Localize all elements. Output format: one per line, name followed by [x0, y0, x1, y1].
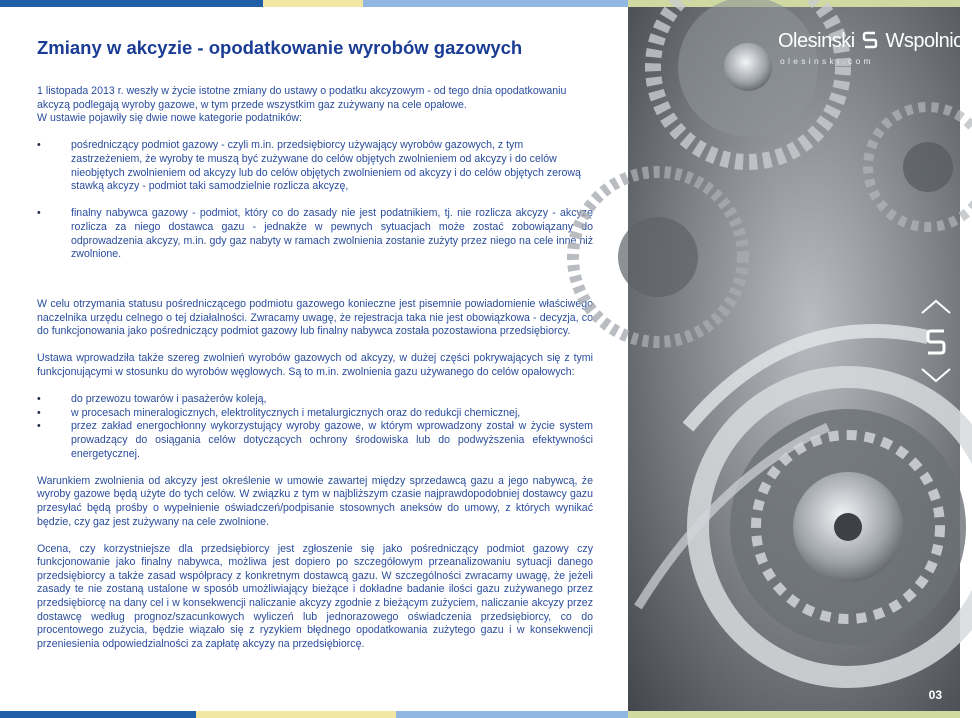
list-item: • w procesach mineralogicznych, elektrolitycznych i metalurgicznych oraz do redukcji chemicznej,: [37, 406, 521, 419]
chevron-up-icon[interactable]: [919, 296, 953, 318]
page-number: 03: [928, 688, 942, 702]
gears-illustration: [628, 7, 960, 711]
chevron-down-icon[interactable]: [919, 364, 953, 386]
list-item: • przez zakład energochłonny wykorzystujący wyroby gazowe, w którym wprowadzony został w życie system prowadzący do osiągania celów dotyczących ochrony środowiska lub do podwyższenia efektywności energetycznej.: [37, 420, 593, 460]
exemptions-paragraph: Ustawa wprowadziła także szereg zwolnień wyrobów gazowych od akcyzy, w dużej części pokrywających się z tymi funkcjonującymi w stosunku do wyrobów węglowych. Są to m.in. zwolnienia gazu używanego do celów opałowych:: [37, 352, 593, 378]
page-title: Zmiany w akcyzie - opodatkowanie wyrobów gazowych: [37, 37, 523, 58]
list-item: • do przewozu towarów i pasażerów koleją,: [37, 393, 267, 406]
condition-paragraph: Warunkiem zwolnienia od akcyzy jest określenie w umowie zawartej między sprzedawcą gazu a jego nabywcą, że wyroby gazowe będą użyte do tych celów. W związku z tym w najbliższym czasie najprawdopodobniej dostawcy gazu przesyłać będą prośby o wypełnienie oświadczeń/podpisanie stosownych aneksów do umowy, z których wynikać będzie, czy gaz jest zużywany na cele zwolnione.: [37, 474, 593, 528]
assessment-paragraph: Ocena, czy korzystniejsze dla przedsiębiorcy jest zgłoszenie się jako pośredniczący podmiot gazowy czy funkcjonowanie jako finalny nabywca, możliwa jest dopiero po szczegółowym przeanalizowaniu sytuacji danego przedsiębiorcy a także zasad współpracy z konkretnym dostawcą gazu. W szczególności zwracamy uwagę, że jeżeli zasady te nie zostaną ustalone w sposób umożliwiający bieżące i dokładne badanie ilości gazu zużywanego przez przedsiębiorcę na dany cel i w konsekwencji naliczanie akcyzy zgodnie z bieżącym zużyciem, naliczanie akcyzy przez dostawcę według prognoz/szacunkowych wyliczeń lub jednorazowego oświadczenia przedsiębiorcy, co do procentowego zużycia, będzie wiązało się z ryzykiem błędnego opodatkowania zużytego gazu i w konsekwencji przeniesienia odpowiedzialności za zapłatę akcyzy na przedsiębiorcę.: [37, 542, 593, 650]
intro-paragraph: 1 listopada 2013 r. weszły w życie istotne zmiany do ustawy o podatku akcyzowym - od tego dnia opodatkowaniu akcyzą podlegają wyroby gazowe, w tym przede wszystkim gaz zużywany na cele opałowe.: [37, 85, 567, 111]
bullet-icon: •: [37, 393, 41, 406]
article-body-2: [37, 298, 593, 651]
intro-categories-lead: W ustawie pojawiły się dwie nowe kategorie podatników:: [37, 112, 302, 125]
bullet-icon: •: [37, 139, 41, 152]
list-item: • pośredniczący podmiot gazowy - czyli m.in. przedsiębiorcy używający wyrobów gazowych, z tym zastrzeżeniem, że wyroby te muszą być zużywane do celów objętych zwolnieniem od akcyzy i do celów nieobjętych zwolnieniem od akcyzy lub do celów objętych zwolnieniem od akcyzy i do celów objętych zerową stawką akcyzy - podmiot taki samodzielnie rozlicza akcyzę,: [37, 139, 581, 193]
mechanism-photo: [628, 7, 960, 711]
list-item: • finalny nabywca gazowy - podmiot, który co do zasady nie jest podatnikiem, tj. nie rozlicza akcyzy - akcyzę rozlicza za niego dostawca gazu - jednakże w pewnych sytuacjach może zostać zobowiązany do odprowadzenia akcyzy, m.in. gdy gaz nabyty w ramach zwolnienia zostanie zużyty przez niego na cele inne niż zwolnione.: [37, 207, 593, 261]
article-body: [37, 85, 593, 262]
bullet-icon: •: [37, 207, 41, 220]
company-logo: Olesinski Wspolnicy olesinski.com: [778, 30, 972, 66]
logo-mark-icon[interactable]: [919, 327, 953, 357]
logo-mark-icon: [862, 31, 878, 49]
bottom-color-bar: [0, 711, 960, 718]
bullet-icon: •: [37, 406, 41, 419]
registration-paragraph: W celu otrzymania statusu pośredniczącego podmiotu gazowego konieczne jest pisemnie powiadomienie właściwego naczelnika urzędu celnego o tej działalności. Zwracamy uwagę, że rejestracja taka nie jest obowiązkowa - decyzja, co do funkcjonowania jako pośredniczący podmiot gazowy lub finalny nabywca została pozostawiona przedsiębiorcy.: [37, 298, 593, 338]
bullet-icon: •: [37, 420, 41, 433]
